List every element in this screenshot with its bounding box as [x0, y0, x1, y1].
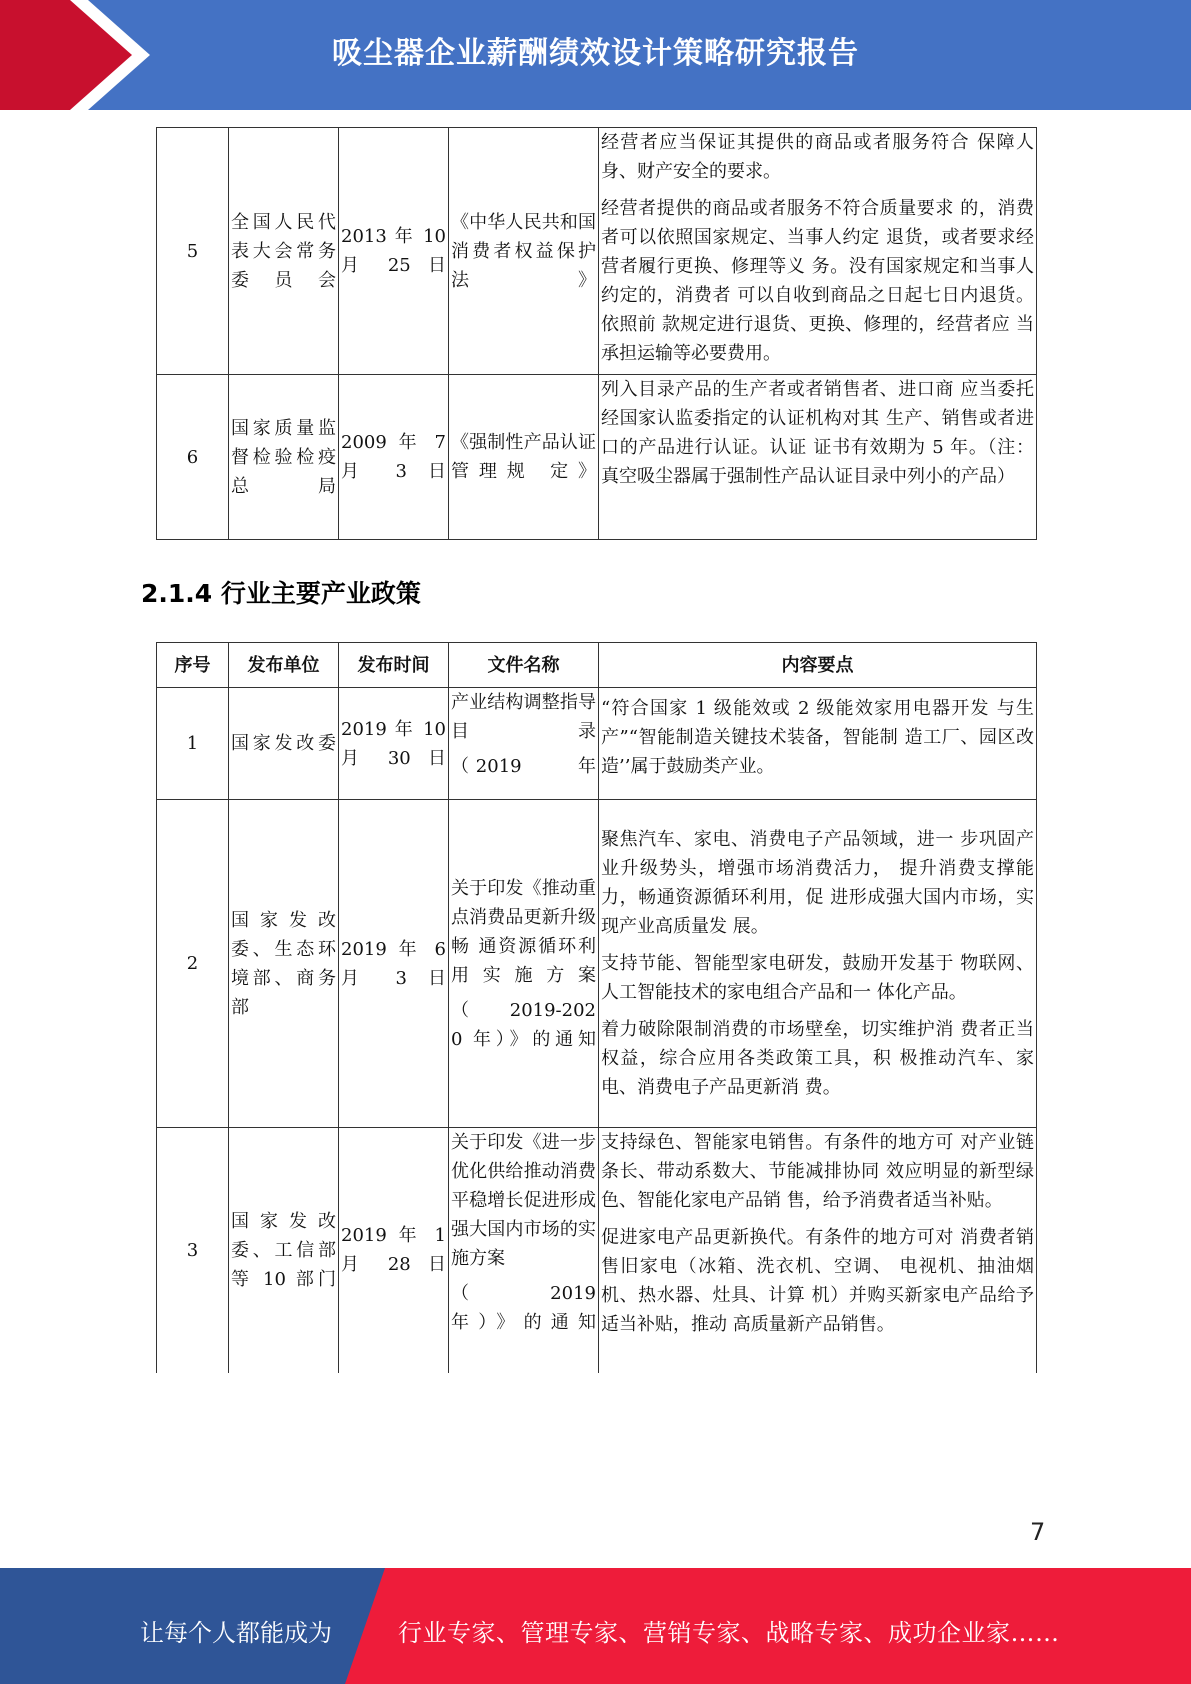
content-paragraph: 经营者应当保证其提供的商品或者服务符合 保障人身、财产安全的要求。: [601, 132, 1034, 182]
content-paragraph: 支持节能、智能型家电研发，鼓励开发基于 物联网、人工智能技术的家电组合产品和一 体化产品。: [601, 953, 1034, 1003]
row-content: [599, 1128, 1037, 1373]
content-paragraph: 促进家电产品更新换代。有条件的地方可对 消费者销售旧家电（冰箱、洗衣机、空调、 电视机、抽油烟机、热水器、灶具、计算 机）并购买新家电产品给予适当补贴，推动 高质量新产品销售。: [601, 1227, 1034, 1335]
header-number: 序号: [157, 643, 229, 688]
table-header-row: [157, 643, 1037, 688]
row-document-name: 《强制性产品认证管理规 定》: [449, 375, 599, 540]
table-row: [157, 800, 1037, 1128]
content-paragraph: 着力破除限制消费的市场壁垒，切实维护消 费者正当权益，综合应用各类政策工具，积 极推动汽车、家电、消费电子产品更新消 费。: [601, 1019, 1034, 1098]
table-row: [157, 1128, 1037, 1373]
table-row: [157, 375, 1037, 540]
row-number: 6: [157, 375, 229, 540]
content-paragraph: 支持绿色、智能家电销售。有条件的地方可 对产业链条长、带动系数大、节能减排协同 效应明显的新型绿色、智能化家电产品销 售，给予消费者适当补贴。: [601, 1132, 1034, 1211]
document-name-line: （2019 年: [451, 756, 596, 777]
header-title: 吸尘器企业薪酬绩效设计策略研究报告: [332, 36, 859, 71]
row-number: 1: [157, 688, 229, 800]
document-name-line: 关于印发《推动重点消费品更新升级畅 通资源循环利 用实施方案: [451, 877, 596, 986]
content-paragraph: 经营者提供的商品或者服务不符合质量要求 的，消费者可以依照国家规定、当事人约定 退货，或者要求经营者履行更换、修理等义 务。没有国家规定和当事人约定的，消费者 可以自收到商品之日起七日内退货。依照前 款规定进行退货、更换、修理的，经营者应 当承担运输等必要费用。: [601, 198, 1034, 364]
row-issuer: 全国人民代表大会常务委员会: [229, 128, 339, 375]
row-content: [599, 375, 1037, 540]
row-number: 3: [157, 1128, 229, 1373]
row-issuer: 国家发改委、生态环境部、商务部: [229, 800, 339, 1128]
policy-table: [156, 642, 1037, 1373]
content-paragraph: “符合国家 1 级能效或 2 级能效家用电器开发 与生产”“智能制造关键技术装备，智能制 造工厂、园区改造’’属于鼓励类产业。: [601, 698, 1034, 777]
content-paragraph: 列入目录产品的生产者或者销售者、进口商 应当委托经国家认监委指定的认证机构对其 生产、销售或者进口的产品进行认证。认证 证书有效期为 5 年。（注：真空吸尘器属于强制性产品认证目录中列小的产品）: [601, 379, 1034, 487]
row-document-name: 《中华人民共和国消费者权益保护法》: [449, 128, 599, 375]
page-number: 7: [1030, 1518, 1046, 1546]
document-name-line: 关于印发《进一步优化供给推动消费平稳增长促进形成强大国内市场的实施方案: [451, 1132, 596, 1269]
row-content: [599, 800, 1037, 1128]
footer-slogan-left: 让每个人都能成为: [140, 1619, 332, 1647]
page-footer: [0, 1568, 1191, 1684]
row-document-name: [449, 1128, 599, 1373]
row-date: 2019 年 1 月 28 日: [339, 1128, 449, 1373]
footer-slogan-right: 行业专家、管理专家、营销专家、战略专家、成功企业家……: [398, 1619, 1060, 1647]
content-paragraph: 聚焦汽车、家电、消费电子产品领域，进一 步巩固产业升级势头，增强市场消费活力， 提升消费支撑能力，畅通资源循环利用，促 进形成强大国内市场，实现产业高质量发 展。: [601, 829, 1034, 937]
row-date: 2019 年 6 月 3 日: [339, 800, 449, 1128]
row-issuer: 国家质量监督检验检疫总局: [229, 375, 339, 540]
row-date: 2013 年 10 月 25 日: [339, 128, 449, 375]
table-row: [157, 688, 1037, 800]
row-number: 2: [157, 800, 229, 1128]
header-document-name: 文件名称: [449, 643, 599, 688]
row-document-name: [449, 688, 599, 800]
section-heading: 2.1.4 行业主要产业政策: [141, 579, 421, 608]
row-issuer: 国家发改委: [229, 688, 339, 800]
header-content: 内容要点: [599, 643, 1037, 688]
document-name-line: （ 2019-2020 年）》的通知: [451, 999, 596, 1050]
row-document-name: [449, 800, 599, 1128]
row-content: [599, 688, 1037, 800]
regulation-table: [156, 127, 1037, 540]
row-issuer: 国家发改委、工信部等 10 部门: [229, 1128, 339, 1373]
document-name-line: 产业结构调整指导目录: [451, 692, 596, 742]
page-header: [0, 0, 1191, 110]
header-date: 发布时间: [339, 643, 449, 688]
header-issuer: 发布单位: [229, 643, 339, 688]
row-number: 5: [157, 128, 229, 375]
row-date: 2009 年 7 月 3 日: [339, 375, 449, 540]
document-name-line: （ 2019 年）》的通知: [451, 1283, 596, 1333]
row-date: 2019 年 10 月 30 日: [339, 688, 449, 800]
row-content: [599, 128, 1037, 375]
table-row: [157, 128, 1037, 375]
